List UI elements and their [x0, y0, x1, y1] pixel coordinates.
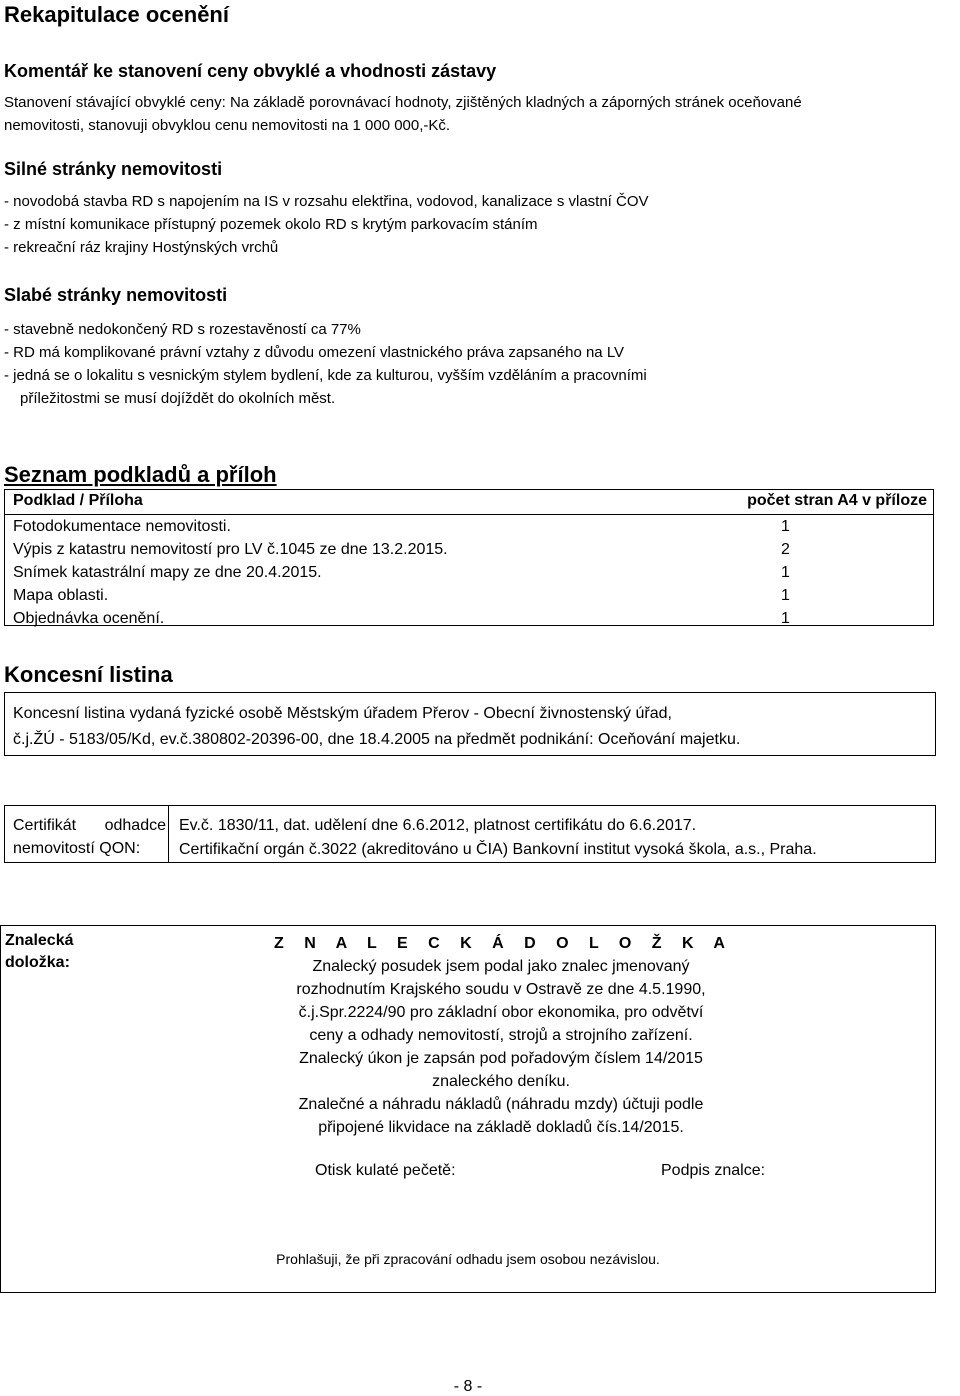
expert-clause-line: ceny a odhady nemovitostí, strojů a strojního zařízení. [309, 1027, 693, 1044]
certificate-label-word: Certifikát [13, 817, 77, 834]
expert-clause-label [5, 930, 73, 974]
table-row [5, 585, 933, 609]
column-header-document: Podklad / Příloha [13, 492, 143, 509]
expert-clause-line: rozhodnutím Krajského soudu v Ostravě ze dne 4.5.1990, [296, 981, 706, 998]
certificate-line: Ev.č. 1830/11, dat. udělení dne 6.6.2012, platnost certifikátu do 6.6.2017. [179, 817, 697, 834]
expert-clause-line: č.j.Spr.2224/90 pro základní obor ekonomika, pro odvětví [298, 1004, 704, 1021]
attachment-name: Snímek katastrální mapy ze dne 20.4.2015. [13, 564, 322, 581]
certificate-label [5, 806, 169, 862]
expert-clause-line: připojené likvidace na základě dokladů čís.14/2015. [318, 1119, 684, 1136]
expert-clause-text [241, 932, 761, 1139]
certificate-label-word: odhadce [104, 817, 166, 834]
list-item: - jedná se o lokalitu s vesnickým stylem bydlení, kde za kulturou, vyšším vzděláním a pracovními [4, 367, 647, 384]
weaknesses-heading: Slabé stránky nemovitosti [4, 285, 228, 305]
certificate-details [179, 814, 817, 862]
list-item: - RD má komplikované právní vztahy z důvodu omezení vlastnického práva zapsaného na LV [4, 344, 625, 361]
attachment-pages: 1 [781, 518, 790, 535]
expert-clause-label-line: doložka: [5, 954, 70, 971]
page-number: - 8 - [453, 1378, 483, 1395]
attachment-pages: 1 [781, 564, 790, 581]
expert-clause-line: Znalecký úkon je zapsán pod pořadovým číslem 14/2015 [299, 1050, 703, 1067]
expert-clause-title: Z N A L E C K Á D O L O Ž K A [274, 935, 728, 952]
attachment-pages: 2 [781, 541, 790, 558]
license-box [4, 692, 936, 756]
attachment-pages: 1 [781, 610, 790, 627]
comment-heading: Komentář ke stanovení ceny obvyklé a vhodnosti zástavy [4, 61, 497, 81]
attachments-heading: Seznam podkladů a příloh [4, 462, 277, 487]
weaknesses-list [4, 318, 949, 410]
license-line: č.j.ŽÚ - 5183/05/Kd, ev.č.380802-20396-00, dne 18.4.2005 na předmět podnikání: Oceňování majetku. [13, 731, 741, 748]
attachment-pages: 1 [781, 587, 790, 604]
list-item: - novodobá stavba RD s napojením na IS v rozsahu elektřina, vodovod, kanalizace s vlastní ČOV [4, 193, 649, 210]
attachment-name: Objednávka ocenění. [13, 610, 165, 627]
expert-clause-box [0, 925, 936, 1293]
table-header [5, 490, 933, 515]
list-item: - rekreační ráz krajiny Hostýnských vrchů [4, 239, 279, 256]
list-item: - z místní komunikace přístupný pozemek okolo RD s krytým parkovacím stáním [4, 216, 538, 233]
strengths-list [4, 190, 949, 259]
comment-line: nemovitosti, stanovuji obvyklou cenu nemovitosti na 1 000 000,-Kč. [4, 117, 451, 134]
attachments-table [4, 489, 934, 626]
certificate-line: Certifikační orgán č.3022 (akreditováno u ČIA) Bankovní institut vysoká škola, a.s., Praha. [179, 841, 817, 858]
expert-clause-line: Znalecký posudek jsem podal jako znalec jmenovaný [312, 958, 690, 975]
list-item: - stavebně nedokončený RD s rozestavěností ca 77% [4, 321, 361, 338]
attachment-name: Fotodokumentace nemovitosti. [13, 518, 231, 535]
comment-line: Stanovení stávající obvyklé ceny: Na základě porovnávací hodnoty, zjištěných kladných a záporných stránek oceňované [4, 94, 802, 111]
column-header-pages: počet stran A4 v příloze [747, 492, 927, 509]
list-item: příležitostmi se musí dojíždět do okolních měst. [20, 390, 336, 407]
independence-declaration: Prohlašuji, že při zpracování odhadu jsem osobou nezávislou. [276, 1251, 660, 1267]
table-row [5, 539, 933, 563]
certificate-box [4, 805, 936, 863]
comment-text [4, 91, 949, 137]
attachment-name: Výpis z katastru nemovitostí pro LV č.1045 ze dne 13.2.2015. [13, 541, 448, 558]
strengths-heading: Silné stránky nemovitosti [4, 159, 223, 179]
attachment-name: Mapa oblasti. [13, 587, 109, 604]
certificate-label-line: nemovitostí QON: [13, 840, 141, 857]
table-row [5, 516, 933, 540]
expert-clause-label-line: Znalecká [5, 932, 74, 949]
license-line: Koncesní listina vydaná fyzické osobě Městským úřadem Přerov - Obecní živnostenský úřad, [13, 705, 672, 722]
license-heading: Koncesní listina [4, 662, 173, 687]
table-row [5, 608, 933, 632]
expert-clause-line: znaleckého deníku. [432, 1073, 570, 1090]
seal-label: Otisk kulaté pečetě: [315, 1162, 456, 1179]
table-row [5, 562, 933, 586]
page-title: Rekapitulace ocenění [4, 2, 229, 27]
signature-label: Podpis znalce: [661, 1162, 766, 1179]
expert-clause-line: Znalečné a náhradu nákladů (náhradu mzdy) účtuji podle [298, 1096, 704, 1113]
